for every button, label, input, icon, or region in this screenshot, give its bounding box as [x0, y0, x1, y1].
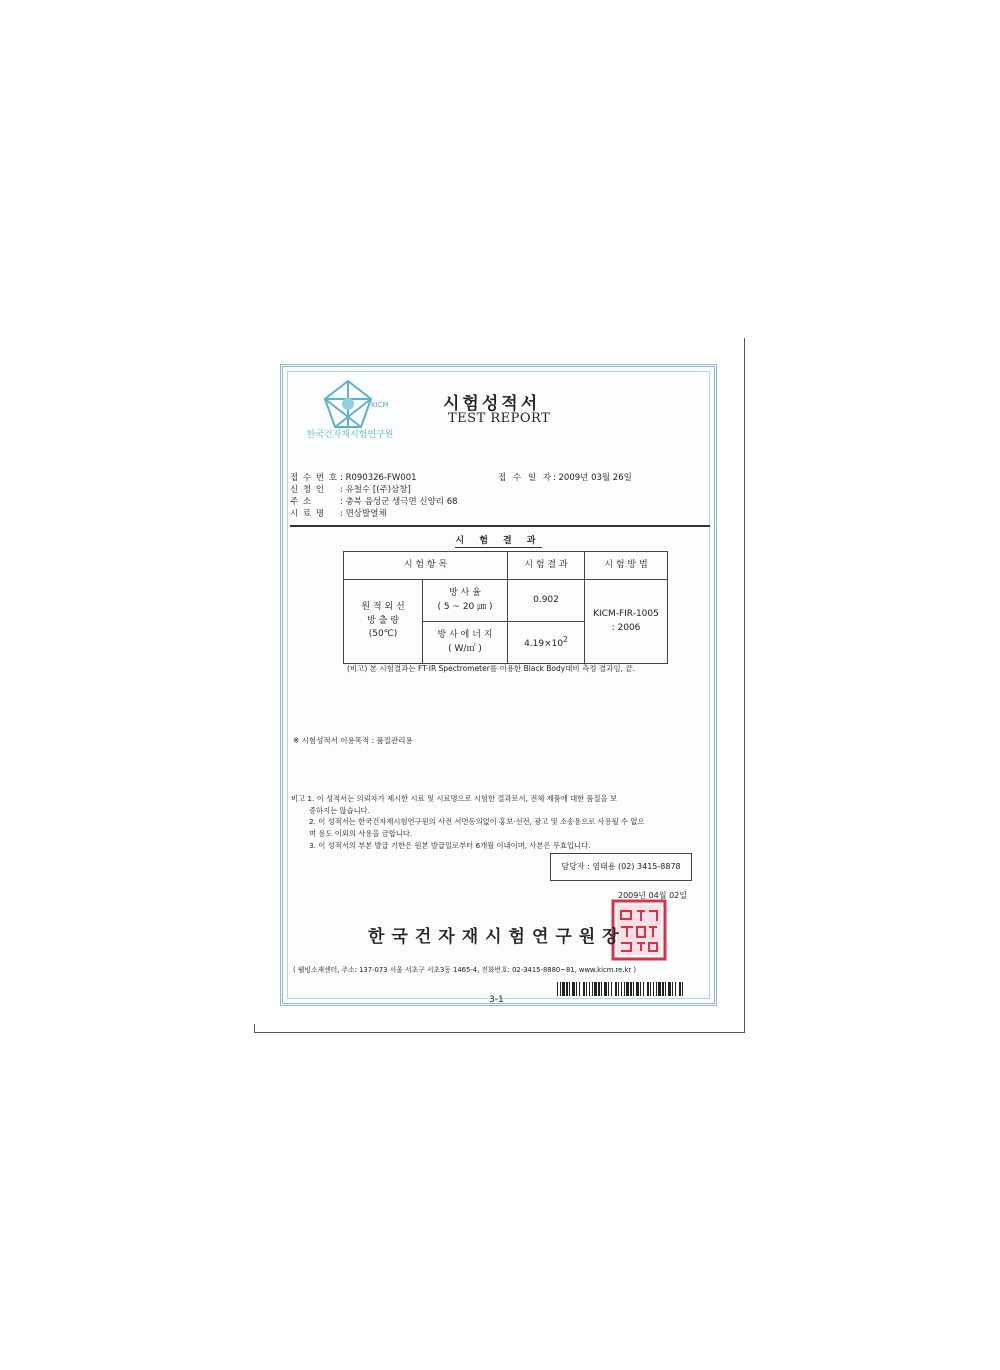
receipt-date-row [498, 471, 632, 483]
header-test-item: 시 험 항 목 [344, 552, 508, 580]
barcode-icon [557, 982, 683, 996]
applicant-label: 신 청 인 [290, 485, 326, 495]
test-method: KICM-FIR-1005 : 2006 [585, 580, 668, 664]
footer-address: ( 웰빙소재센터, 주소: 137-073 서울 서초구 서초3동 1465-4, 전화번호: 02-3415-8880~81, www.kicm.re.kr ) [293, 966, 637, 974]
table-row [344, 580, 668, 622]
test-result-value: $4.19\times 10^2$ [508, 622, 585, 664]
header-test-result: 시 험 결 과 [508, 552, 585, 580]
results-table [343, 551, 668, 664]
applicant-row [290, 483, 411, 495]
address: : 충북 음성군 생극면 신양리 68 [340, 497, 458, 507]
test-item-main: 원 적 외 선 방 출 량 (50℃) [344, 580, 423, 664]
applicant: : 유철수 [(주)삼창] [340, 485, 411, 495]
address-row [290, 495, 458, 507]
remarks: 비고 1. 이 성적서는 의뢰자가 제시한 시료 및 시료명으로 시험한 결과로서, 전체 제품에 대한 품질을 보 증하지는 않습니다. 2. 이 성적서는 한국건자재시험연구원의 사전 서면동의없이 홍보·선전, 광고 및 소송용으로 사용될 수 없으 며 용도 이외의 사용을 금합니다. 3. 이 성적서의 부본 발급 기한은 원본 발급일로부터 6개월 이내이며, 사본은 무효입니다. [291, 794, 645, 850]
director-name: 한국건자재시험연구원장 [368, 927, 626, 947]
test-result-value: 0.902 [508, 580, 585, 622]
test-report-sheet [280, 364, 717, 1006]
receipt-date-label: 접 수 일 자 [498, 473, 553, 483]
issue-date: 2009년 04월 02일 [618, 891, 687, 900]
scan-edge-right [744, 338, 745, 1033]
address-label: 주 소 [290, 497, 313, 507]
receipt-number-label: 접 수 번 호 [290, 473, 338, 483]
divider [290, 525, 710, 527]
receipt-date: : 2009년 03월 26일 [552, 473, 632, 483]
contact-box: 담당자 : 염태용 (02) 3415-8878 [550, 853, 692, 881]
title-korean: 시험성적서 [443, 394, 541, 414]
sample-row [290, 507, 387, 519]
scan-edge-bottom [254, 1032, 745, 1033]
sample-name: : 면상발열체 [340, 509, 387, 519]
scan-edge-left [254, 1024, 255, 1033]
test-item-sub: 방 사 율 ( 5 ~ 20 ㎛ ) [423, 580, 508, 622]
page-number: 3-1 [489, 995, 504, 1005]
svg-text:KICM: KICM [371, 401, 389, 409]
sample-label: 시 료 명 [290, 509, 326, 519]
logo-org-name: 한국건자재시험연구원 [306, 430, 394, 440]
table-header-row [344, 552, 668, 580]
test-item-sub: 방 사 에 너 지 ( W/㎡ ) [423, 622, 508, 664]
results-note: (비고) 본 시험결과는 FT-IR Spectrometer를 이용한 Black Body대비 측정 결과임, 끝. [347, 664, 636, 673]
receipt-number: : R090326-FW001 [340, 473, 417, 483]
report-purpose: ※ 시험성적서 이용목적 : 품질관리용 [293, 736, 413, 745]
results-section-title: 시 험 결 과 [455, 536, 542, 546]
header-test-method: 시 험 방 법 [585, 552, 668, 580]
receipt-number-row [290, 471, 417, 483]
title-english: TEST REPORT [448, 411, 551, 426]
